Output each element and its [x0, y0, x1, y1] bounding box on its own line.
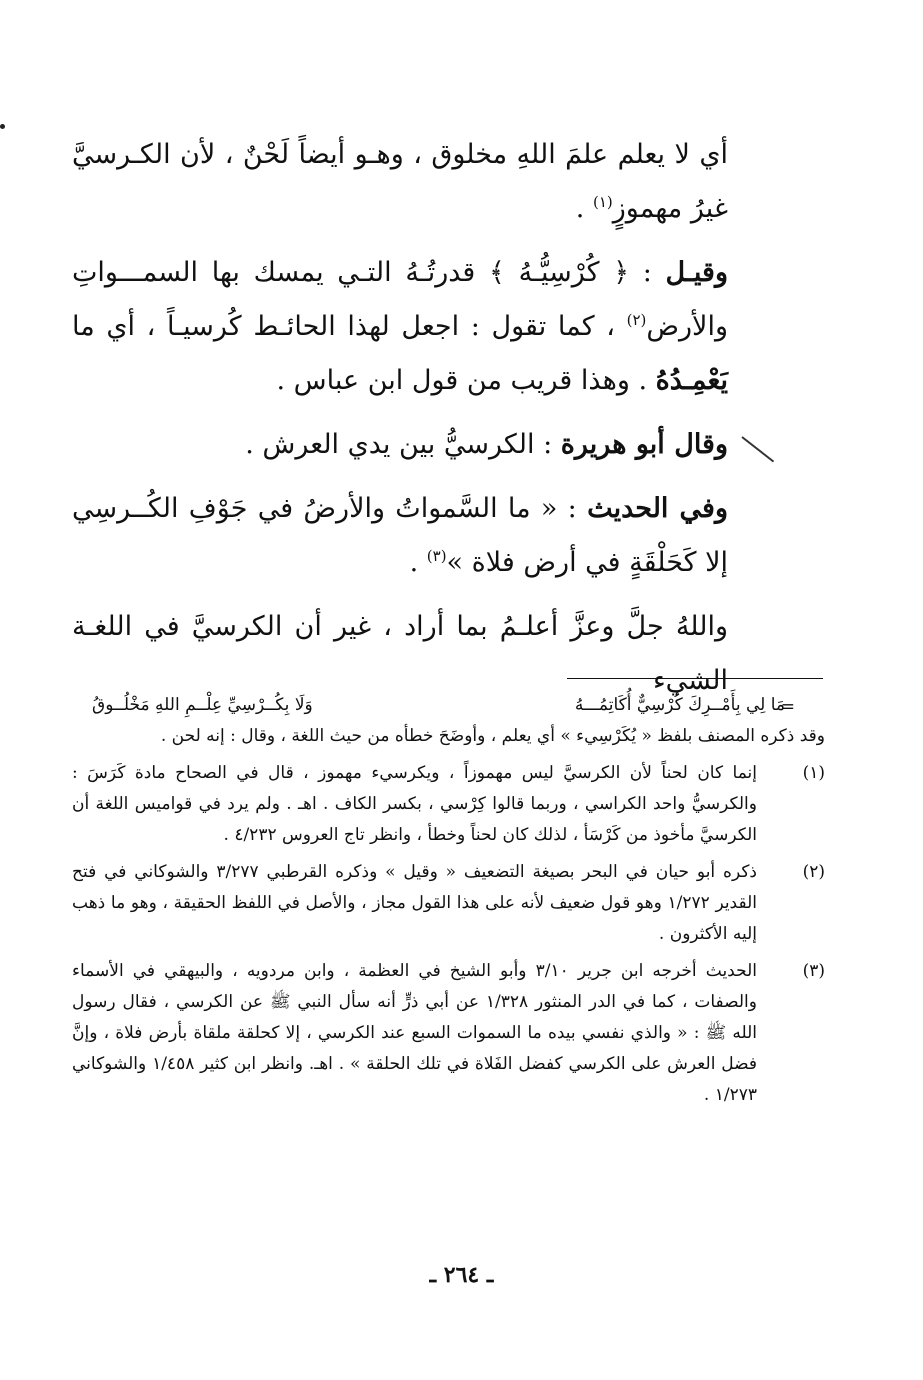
paragraph-1: أي لا يعلم علمَ اللهِ مخلوق ، وهـو أيضاً لَحْنٌ ، لأن الكـرسيَّ غيرُ مهموزٍ$^{(١)}$ . [72, 139, 728, 224]
footnote-2 [72, 857, 825, 950]
footnote-number: (١) [802, 763, 825, 783]
footnote-ref-2: (٢) [626, 311, 647, 329]
footnote-number: (٢) [802, 862, 825, 882]
poetry-verse [72, 690, 825, 721]
verse-hemistich-right: مَا لِي بِأَمْــرِكَ كُرْسِيٌّ أُكَاتِمُـــهُ [574, 695, 785, 715]
paragraph-lead: وقال أبو هريرة [560, 429, 728, 460]
scan-stroke [741, 436, 774, 462]
verse-hemistich-left: وَلَا بِكُــرْسِيِّ عِلْــمِ اللهِ مَخْلُــوقُ [92, 695, 313, 715]
paragraph-4: وفي الحديث : « ما السَّمواتُ والأرضُ في جَوْفِ الكُــرسِي إلا كَحَلْقَةٍ في أرض فلاة »$^{(٣)}$ . [72, 493, 728, 578]
footnote-text: الحديث أخرجه ابن جرير ٣/١٠ وأبو الشيخ في العظمة ، وابن مردويه ، والبيهقي في الأسماء والصفات ، كما في الدر المنثور ١/٣٢٨ عن أبي ذرٍّ أنه سأل النبي ﷺ عن الكرسي ، فقال رسول الله ﷺ : « والذي نفسي بيده ما السموات السبع عند الكرسي ، إلا كحلقة ملقاة بأرض فلاة ، وإنَّ فضل العرش على الكرسي كفضل الفَلاة في تلك الحلقة » . اهـ. وانظر ابن كثير ١/٤٥٨ والشوكاني ١/٢٧٣ . [72, 961, 757, 1105]
footnote-ref-1: (١) [592, 193, 613, 211]
footnote-3 [72, 956, 825, 1111]
paragraph-3: وقال أبو هريرة : الكرسيُّ بين يدي العرش . [245, 429, 728, 460]
page-number: ـ ٢٦٤ ـ [429, 1262, 494, 1288]
emphasized-word: يَعْمِـدُهُ [655, 365, 728, 396]
footnote-1 [72, 758, 825, 851]
scan-speck [0, 124, 5, 129]
footnote-number: (٣) [802, 961, 825, 981]
paragraph-5: واللهُ جلَّ وعزَّ أعلـمُ بما أراد ، غير أن الكرسيَّ في اللغـة الشيء [72, 611, 728, 696]
main-text [72, 128, 728, 718]
footnotes [72, 690, 825, 1111]
footnote-text: إنما كان لحناً لأن الكرسيَّ ليس مهموزاً ، ويكرسيء مهموز ، قال في الصحاح مادة كَرَسَ : والكرسيُّ واحد الكراسي ، وربما قالوا كِرْسي ، بكسر الكاف . اهـ . ولم يرد في قواميس اللغة أن الكرسيَّ مأخوذ من كَرْسَأ ، لذلك كان لحناً وخطأ ، وانظر تاج العروس ٤/٢٣٢ . [72, 763, 757, 845]
footnote-text: ذكره أبو حيان في البحر بصيغة التضعيف « وقيل » وذكره القرطبي ٣/٢٧٧ والشوكاني في فتح القدير ١/٢٧٢ وهو قول ضعيف لأنه على هذا القول مجاز ، والأصل في اللفظ الحقيقة ، وهو ما ذهب إليه الأكثرون . [72, 862, 757, 944]
continuation-mark: = [780, 697, 795, 717]
footnote-divider [567, 678, 823, 679]
paragraph-lead: وقيـل [665, 257, 728, 288]
footnote-continuation: وقد ذكره المصنف بلفظ « يُكَرْسِيء » أي يعلم ، وأوضَحَ خطأه من حيث اللغة ، وقال : إنه لحن . [160, 726, 825, 746]
footnote-ref-3: (٣) [426, 547, 447, 565]
paragraph-2: وقيـل : ﴿ كُرْسِيُّـهُ ﴾ قدرتُـهُ التـي يمسك بها السمـــواتِ والأرض$^{(٢)}$ ، كما تقول : اجعل لهذا الحائـط كُرسيـاً ، أي ما يَعْمِـدُهُ . وهذا قريب من قول ابن عباس . [72, 257, 728, 396]
paragraph-lead: وفي الحديث [587, 493, 728, 524]
